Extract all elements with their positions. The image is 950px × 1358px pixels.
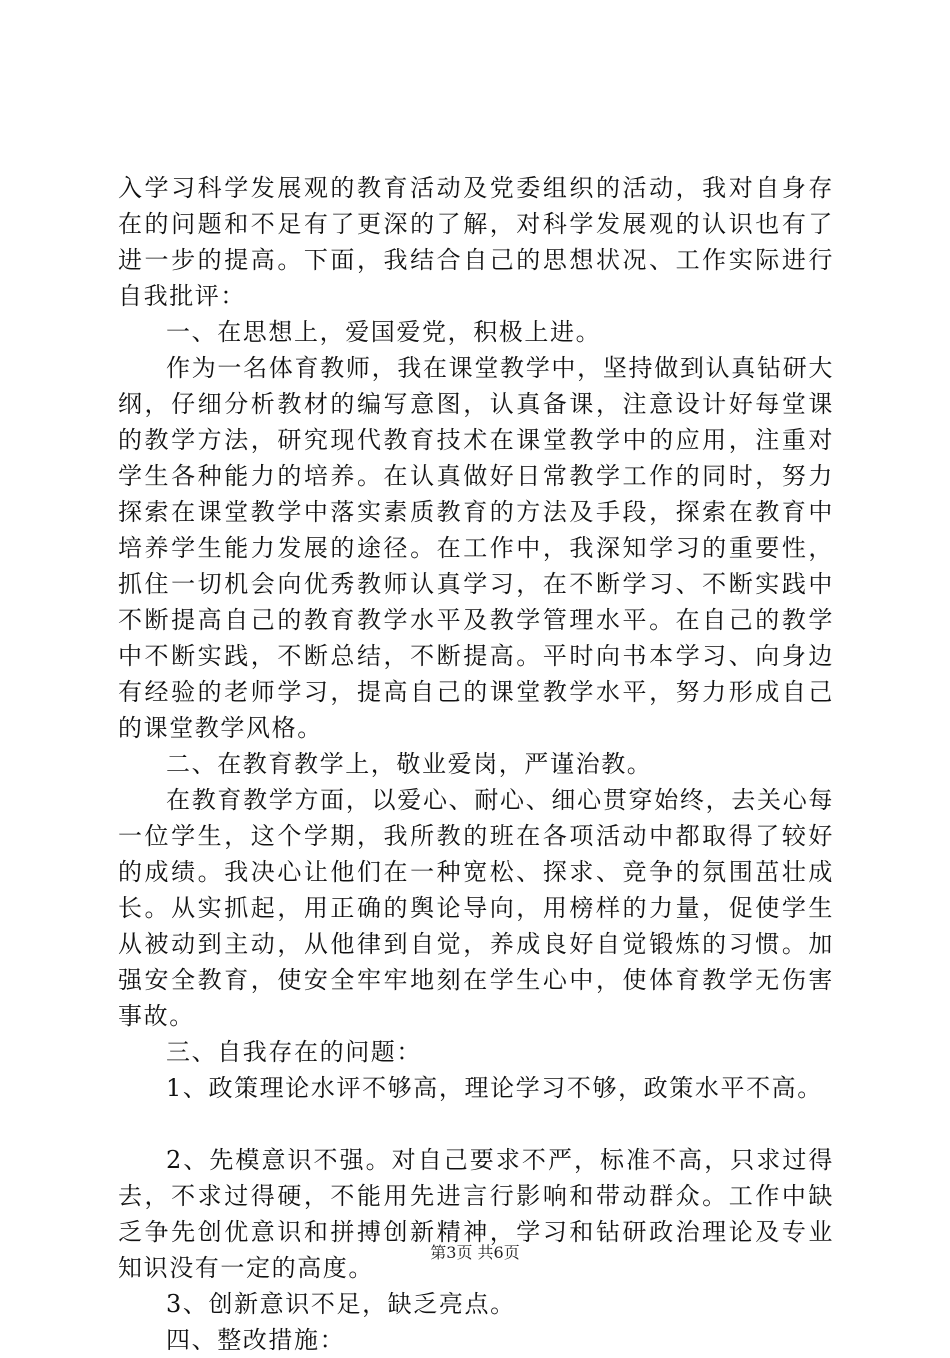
heading-section-four: 四、整改措施： xyxy=(166,1326,346,1354)
list-item-problem-1: 1、政策理论水评不够高，理论学习不够，政策水平不高。 xyxy=(166,1074,823,1102)
heading-section-two: 二、在教育教学上，敬业爱岗，严谨治教。 xyxy=(166,750,653,778)
paragraph-intro: 入学习科学发展观的教育活动及党委组织的活动，我对自身存在的问题和不足有了更深的了解，对科学发展观的认识也有了进一步的提高。下面，我结合自己的思想状况、工作实际进行自我批评： xyxy=(118,174,834,310)
blank-line xyxy=(118,1106,834,1142)
paragraph-section-two: 在教育教学方面，以爱心、耐心、细心贯穿始终，去关心每一位学生，这个学期，我所教的班在各项活动中都取得了较好的成绩。我决心让他们在一种宽松、探求、竞争的氛围茁壮成长。从实抓起，用正确的舆论导向，用榜样的力量，促使学生从被动到主动，从他律到自觉，养成良好自觉锻炼的习惯。加强安全教育，使安全牢牢地刻在学生心中，使体育教学无伤害事故。 xyxy=(118,786,834,1030)
paragraph-section-one: 作为一名体育教师，我在课堂教学中，坚持做到认真钻研大纲，仔细分析教材的编写意图，认真备课，注意设计好每堂课的教学方法，研究现代教育技术在课堂教学中的应用，注重对学生各种能力的培养。在认真做好日常教学工作的同时，努力探索在课堂教学中落实素质教育的方法及手段，探索在教育中培养学生能力发展的途径。在工作中，我深知学习的重要性，抓住一切机会向优秀教师认真学习，在不断学习、不断实践中不断提高自己的教育教学水平及教学管理水平。在自己的教学中不断实践，不断总结，不断提高。平时向书本学习、向身边有经验的老师学习，提高自己的课堂教学水平，努力形成自己的课堂教学风格。 xyxy=(118,354,834,742)
document-body xyxy=(118,170,834,1358)
heading-section-three: 三、自我存在的问题： xyxy=(166,1038,422,1066)
page-number: 第3页 共6页 xyxy=(430,1243,520,1262)
heading-section-one: 一、在思想上，爱国爱党，积极上进。 xyxy=(166,318,602,346)
list-item-problem-3: 3、创新意识不足，缺乏亮点。 xyxy=(166,1290,516,1318)
list-item-problem-2: 2、先模意识不强。对自己要求不严，标准不高，只求过得去，不求过得硬，不能用先进言行影响和带动群众。工作中缺乏争先创优意识和拼搏创新精神，学习和钻研政治理论及专业知识没有一定的高度。 xyxy=(118,1146,834,1282)
